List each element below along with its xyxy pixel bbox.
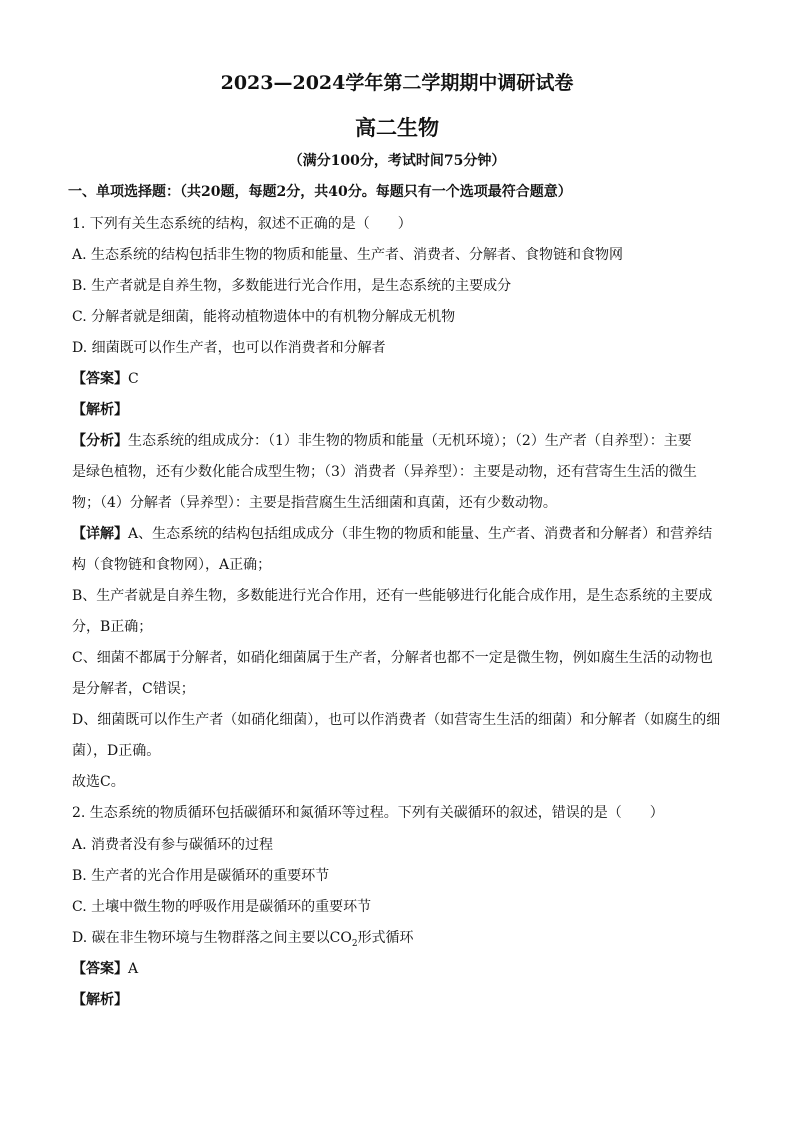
- question-1-option-c: C. 分解者就是细菌，能将动植物遗体中的有机物分解成无机物: [72, 309, 456, 325]
- fenxi-text: 生态系统的组成成分：（1）非生物的物质和能量（无机环境）；（2）生产者（自养型）：主要: [128, 433, 692, 449]
- fenxi-tag: 【分析】: [72, 433, 128, 449]
- co2-subscript: 2: [351, 938, 358, 949]
- answer-value: A: [128, 961, 139, 977]
- question-1-analysis-tag: 【解析】: [72, 402, 128, 418]
- question-1-xiangjie-line-1: [72, 524, 722, 544]
- question-2-option-d: [72, 928, 722, 954]
- subject-title: 高二生物: [355, 115, 439, 140]
- question-1-answer: [72, 369, 722, 389]
- answer-tag: 【答案】: [72, 961, 128, 977]
- question-1-xiangjie-line-5: C、细菌不都属于分解者，如硝化细菌属于生产者，分解者也都不一定是微生物，例如腐生生活的动物也: [72, 650, 713, 666]
- section-heading: 一、单项选择题：（共20题，每题2分，共40分。每题只有一个选项最符合题意）: [68, 184, 572, 200]
- question-1-fenxi-line-2: 是绿色植物，还有少数化能合成型生物；（3）消费者（异养型）：主要是动物，还有营寄生生活的微生: [72, 464, 697, 480]
- question-1-option-d: D. 细菌既可以作生产者，也可以作消费者和分解者: [72, 340, 386, 356]
- exam-title: 2023—2024学年第二学期期中调研试卷: [220, 72, 574, 94]
- question-2-stem: 2. 生态系统的物质循环包括碳循环和氮循环等过程。下列有关碳循环的叙述，错误的是（ ）: [72, 805, 664, 821]
- question-1-xiangjie-line-8: 菌），D正确。: [72, 743, 161, 759]
- question-1-xiangjie-line-6: 是分解者，C错误；: [72, 681, 195, 697]
- question-1-conclusion: 故选C。: [72, 774, 125, 790]
- exam-note: （满分100分，考试时间75分钟）: [288, 153, 506, 169]
- xiangjie-text: A、生态系统的结构包括组成成分（非生物的物质和能量、生产者、消费者和分解者）和营养结: [128, 526, 713, 542]
- question-1-xiangjie-line-3: B、生产者就是自养生物，多数能进行光合作用，还有一些能够进行化能合成作用，是生态系统的主要成: [72, 588, 713, 604]
- question-2-answer: [72, 959, 722, 979]
- xiangjie-tag: 【详解】: [72, 526, 128, 542]
- question-1-xiangjie-line-2: 构（食物链和食物网），A正确；: [72, 557, 272, 573]
- question-1-option-b: B. 生产者就是自养生物，多数能进行光合作用，是生态系统的主要成分: [72, 278, 512, 294]
- option-d-text: D. 碳在非生物环境与生物群落之间主要以CO: [72, 930, 352, 946]
- answer-tag: 【答案】: [72, 371, 128, 387]
- question-1-xiangjie-line-4: 分，B正确；: [72, 619, 153, 635]
- question-2-option-c: C. 土壤中微生物的呼吸作用是碳循环的重要环节: [72, 899, 372, 915]
- option-d-text-end: 形式循环: [357, 930, 414, 946]
- answer-value: C: [128, 371, 139, 387]
- question-1-stem: 1. 下列有关生态系统的结构，叙述不正确的是（ ）: [72, 216, 412, 232]
- question-1-xiangjie-line-7: D、细菌既可以作生产者（如硝化细菌），也可以作消费者（如营寄生生活的细菌）和分解者（如腐生的细: [72, 712, 721, 728]
- question-2-option-b: B. 生产者的光合作用是碳循环的重要环节: [72, 868, 330, 884]
- question-1-fenxi-line-3: 物；（4）分解者（异养型）：主要是指营腐生生活细菌和真菌，还有少数动物。: [72, 495, 557, 511]
- question-1-fenxi-line-1: [72, 431, 722, 451]
- question-1-option-a: A. 生态系统的结构包括非生物的物质和能量、生产者、消费者、分解者、食物链和食物网: [72, 247, 624, 263]
- question-2-analysis-tag: 【解析】: [72, 992, 128, 1008]
- question-2-option-a: A. 消费者没有参与碳循环的过程: [72, 837, 274, 853]
